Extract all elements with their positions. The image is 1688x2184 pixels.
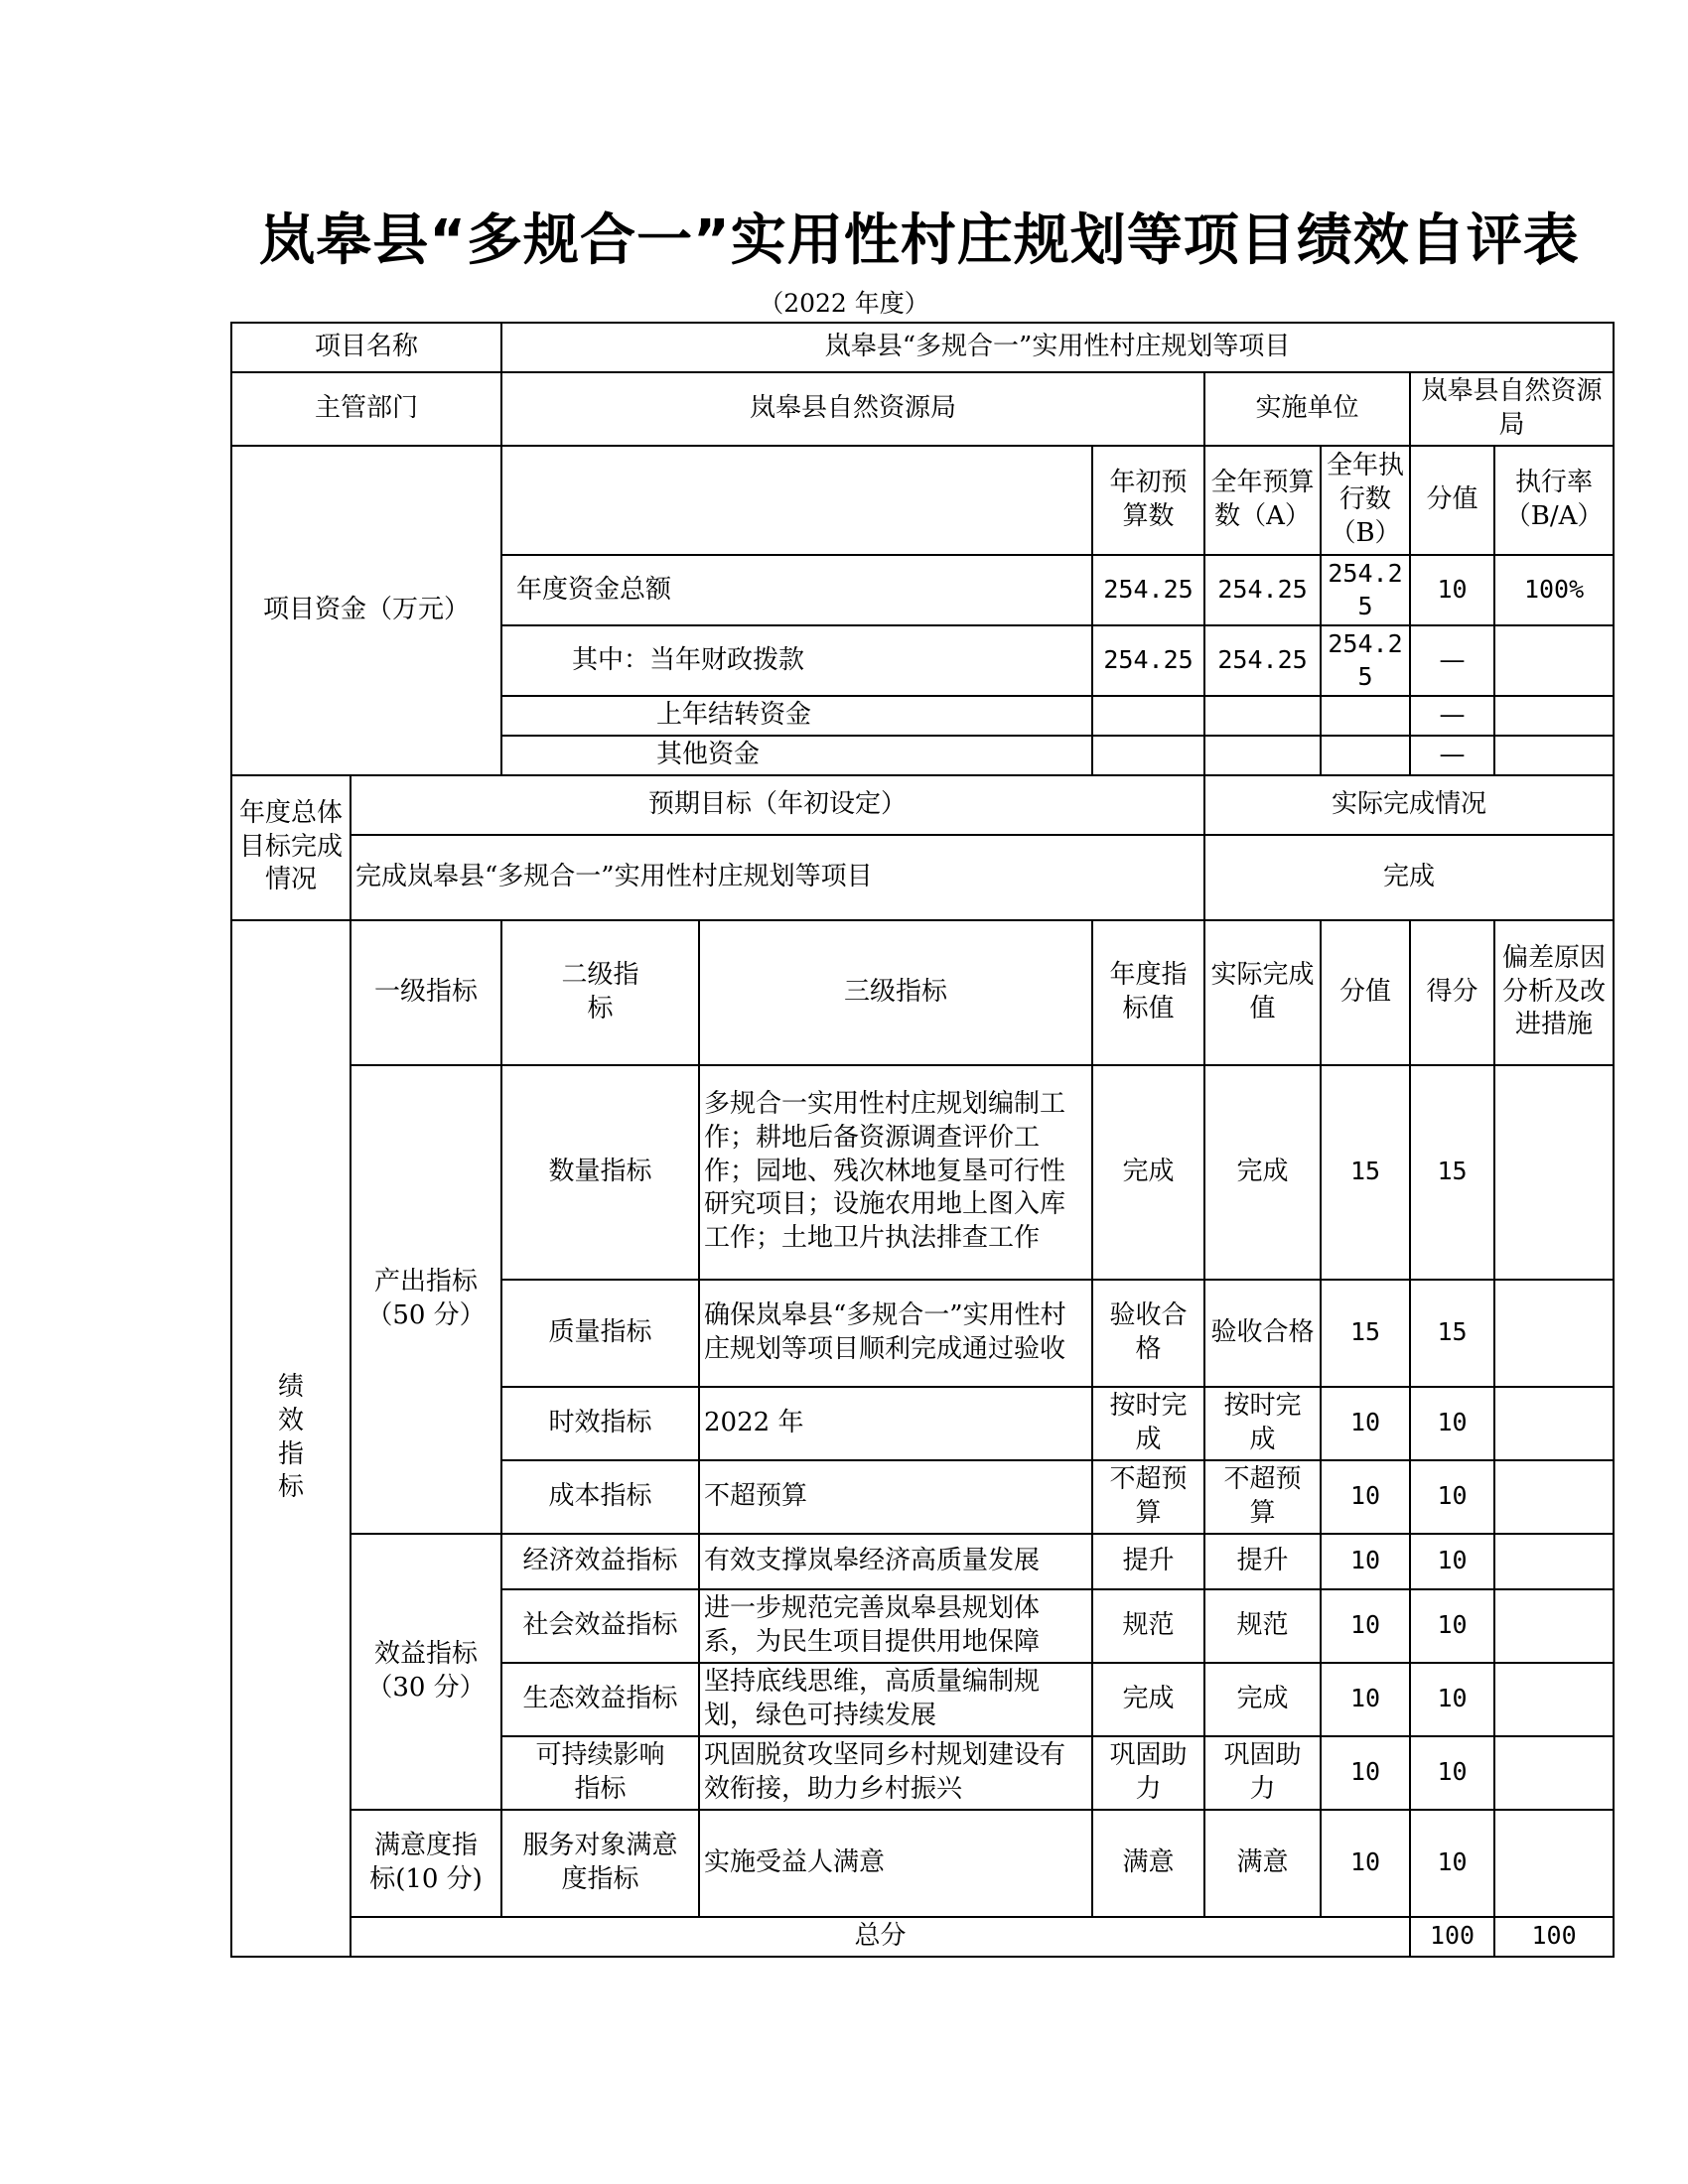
perf-l2: 社会效益指标 bbox=[501, 1589, 699, 1663]
perf-header-l1: 一级指标 bbox=[351, 920, 501, 1065]
perf-header-l3: 三级指标 bbox=[699, 920, 1092, 1065]
perf-target: 不超预算 bbox=[1092, 1460, 1204, 1534]
funds-cell: — bbox=[1410, 736, 1494, 775]
perf-score: 15 bbox=[1410, 1065, 1494, 1280]
goals-label: 年度总体目标完成情况 bbox=[231, 775, 351, 920]
perf-l3: 2022 年 bbox=[699, 1387, 1092, 1460]
perf-header-score: 得分 bbox=[1410, 920, 1494, 1065]
perf-score: 10 bbox=[1410, 1387, 1494, 1460]
evaluation-table bbox=[230, 322, 1615, 1958]
funds-cell: 100% bbox=[1494, 555, 1614, 625]
perf-l3: 进一步规范完善岚皋县规划体系，为民生项目提供用地保障 bbox=[699, 1589, 1092, 1663]
funds-cell: — bbox=[1410, 625, 1494, 696]
perf-deviation bbox=[1494, 1387, 1614, 1460]
perf-l2: 数量指标 bbox=[501, 1065, 699, 1280]
perf-score: 10 bbox=[1410, 1589, 1494, 1663]
perf-l2: 质量指标 bbox=[501, 1280, 699, 1387]
funds-header-blank bbox=[501, 446, 1092, 555]
funds-label: 项目资金（万元） bbox=[231, 446, 501, 775]
perf-l3: 确保岚皋县“多规合一”实用性村庄规划等项目顺利完成通过验收 bbox=[699, 1280, 1092, 1387]
perf-actual: 完成 bbox=[1204, 1663, 1321, 1736]
perf-target: 规范 bbox=[1092, 1589, 1204, 1663]
perf-score: 10 bbox=[1410, 1534, 1494, 1589]
perf-l3: 坚持底线思维，高质量编制规划，绿色可持续发展 bbox=[699, 1663, 1092, 1736]
perf-deviation bbox=[1494, 1589, 1614, 1663]
perf-actual: 规范 bbox=[1204, 1589, 1321, 1663]
perf-header-deviation: 偏差原因分析及改进措施 bbox=[1494, 920, 1614, 1065]
perf-header-target: 年度指标值 bbox=[1092, 920, 1204, 1065]
funds-row-name: 其他资金 bbox=[501, 736, 1092, 775]
perf-l1: 产出指标（50 分） bbox=[351, 1065, 501, 1534]
perf-header-actual: 实际完成值 bbox=[1204, 920, 1321, 1065]
perf-l3: 多规合一实用性村庄规划编制工作；耕地后备资源调查评价工作；园地、残次林地复垦可行性研究项目；设施农用地上图入库工作；土地卫片执法排查工作 bbox=[699, 1065, 1092, 1280]
perf-l3: 有效支撑岚皋经济高质量发展 bbox=[699, 1534, 1092, 1589]
perf-score: 10 bbox=[1410, 1663, 1494, 1736]
funds-cell bbox=[1494, 696, 1614, 736]
perf-target: 完成 bbox=[1092, 1663, 1204, 1736]
perf-l2: 成本指标 bbox=[501, 1460, 699, 1534]
perf-label: 绩效指标 bbox=[231, 920, 351, 1957]
perf-value: 15 bbox=[1321, 1280, 1410, 1387]
funds-row-name: 上年结转资金 bbox=[501, 696, 1092, 736]
funds-cell: 254.25 bbox=[1321, 555, 1410, 625]
perf-value: 10 bbox=[1321, 1810, 1410, 1917]
perf-deviation bbox=[1494, 1534, 1614, 1589]
funds-cell bbox=[1321, 696, 1410, 736]
total-label: 总分 bbox=[351, 1917, 1410, 1957]
total-value: 100 bbox=[1410, 1917, 1494, 1957]
funds-cell bbox=[1321, 736, 1410, 775]
perf-actual: 按时完成 bbox=[1204, 1387, 1321, 1460]
perf-value: 10 bbox=[1321, 1736, 1410, 1810]
funds-cell bbox=[1204, 696, 1321, 736]
funds-cell: 254.25 bbox=[1204, 625, 1321, 696]
perf-l2: 服务对象满意度指标 bbox=[501, 1810, 699, 1917]
funds-cell bbox=[1494, 736, 1614, 775]
project-name-value: 岚皋县“多规合一”实用性村庄规划等项目 bbox=[501, 323, 1614, 372]
perf-header-value: 分值 bbox=[1321, 920, 1410, 1065]
funds-cell: 254.25 bbox=[1204, 555, 1321, 625]
goals-actual-value: 完成 bbox=[1204, 835, 1614, 920]
perf-header-l2: 二级指标 bbox=[501, 920, 699, 1065]
perf-deviation bbox=[1494, 1065, 1614, 1280]
perf-target: 巩固助力 bbox=[1092, 1736, 1204, 1810]
funds-header-rate: 执行率（B/A） bbox=[1494, 446, 1614, 555]
perf-target: 满意 bbox=[1092, 1810, 1204, 1917]
perf-deviation bbox=[1494, 1280, 1614, 1387]
perf-value: 10 bbox=[1321, 1387, 1410, 1460]
perf-deviation bbox=[1494, 1460, 1614, 1534]
funds-header-executed: 全年执行数（B） bbox=[1321, 446, 1410, 555]
impl-unit-value: 岚皋县自然资源局 bbox=[1410, 372, 1614, 446]
perf-value: 10 bbox=[1321, 1663, 1410, 1736]
perf-score: 10 bbox=[1410, 1736, 1494, 1810]
perf-l2: 生态效益指标 bbox=[501, 1663, 699, 1736]
perf-target: 验收合格 bbox=[1092, 1280, 1204, 1387]
funds-row-name: 其中：当年财政拨款 bbox=[501, 625, 1092, 696]
perf-score: 10 bbox=[1410, 1460, 1494, 1534]
perf-value: 15 bbox=[1321, 1065, 1410, 1280]
perf-actual: 巩固助力 bbox=[1204, 1736, 1321, 1810]
perf-score: 10 bbox=[1410, 1810, 1494, 1917]
funds-cell bbox=[1204, 736, 1321, 775]
perf-l1: 效益指标（30 分） bbox=[351, 1534, 501, 1810]
page-title: 岚皋县“多规合一”实用性村庄规划等项目绩效自评表 bbox=[259, 208, 1580, 273]
funds-cell bbox=[1092, 696, 1204, 736]
perf-l2: 经济效益指标 bbox=[501, 1534, 699, 1589]
funds-cell: 254.25 bbox=[1092, 555, 1204, 625]
funds-header-annual: 全年预算数（A） bbox=[1204, 446, 1321, 555]
perf-actual: 验收合格 bbox=[1204, 1280, 1321, 1387]
perf-deviation bbox=[1494, 1736, 1614, 1810]
funds-row-name: 年度资金总额 bbox=[501, 555, 1092, 625]
perf-actual: 满意 bbox=[1204, 1810, 1321, 1917]
page-subtitle: （2022 年度） bbox=[759, 289, 929, 318]
perf-deviation bbox=[1494, 1663, 1614, 1736]
goals-actual-header: 实际完成情况 bbox=[1204, 775, 1614, 835]
perf-l1: 满意度指标(10 分) bbox=[351, 1810, 501, 1917]
goals-expected-value: 完成岚皋县“多规合一”实用性村庄规划等项目 bbox=[351, 835, 1204, 920]
perf-value: 10 bbox=[1321, 1589, 1410, 1663]
funds-cell: 10 bbox=[1410, 555, 1494, 625]
funds-header-value: 分值 bbox=[1410, 446, 1494, 555]
perf-l3: 实施受益人满意 bbox=[699, 1810, 1092, 1917]
perf-target: 按时完成 bbox=[1092, 1387, 1204, 1460]
perf-l3: 巩固脱贫攻坚同乡村规划建设有效衔接，助力乡村振兴 bbox=[699, 1736, 1092, 1810]
funds-header-initial: 年初预算数 bbox=[1092, 446, 1204, 555]
impl-unit-label: 实施单位 bbox=[1204, 372, 1410, 446]
perf-deviation bbox=[1494, 1810, 1614, 1917]
perf-value: 10 bbox=[1321, 1460, 1410, 1534]
perf-score: 15 bbox=[1410, 1280, 1494, 1387]
perf-target: 提升 bbox=[1092, 1534, 1204, 1589]
dept-label: 主管部门 bbox=[231, 372, 501, 446]
funds-cell bbox=[1494, 625, 1614, 696]
funds-cell: 254.25 bbox=[1092, 625, 1204, 696]
perf-actual: 提升 bbox=[1204, 1534, 1321, 1589]
perf-target: 完成 bbox=[1092, 1065, 1204, 1280]
perf-actual: 不超预算 bbox=[1204, 1460, 1321, 1534]
total-score: 100 bbox=[1494, 1917, 1614, 1957]
goals-expected-header: 预期目标（年初设定） bbox=[351, 775, 1204, 835]
funds-cell: 254.25 bbox=[1321, 625, 1410, 696]
perf-value: 10 bbox=[1321, 1534, 1410, 1589]
funds-cell: — bbox=[1410, 696, 1494, 736]
project-name-label: 项目名称 bbox=[231, 323, 501, 372]
perf-l2: 时效指标 bbox=[501, 1387, 699, 1460]
dept-value: 岚皋县自然资源局 bbox=[501, 372, 1204, 446]
funds-cell bbox=[1092, 736, 1204, 775]
perf-l3: 不超预算 bbox=[699, 1460, 1092, 1534]
perf-l2: 可持续影响指标 bbox=[501, 1736, 699, 1810]
perf-actual: 完成 bbox=[1204, 1065, 1321, 1280]
